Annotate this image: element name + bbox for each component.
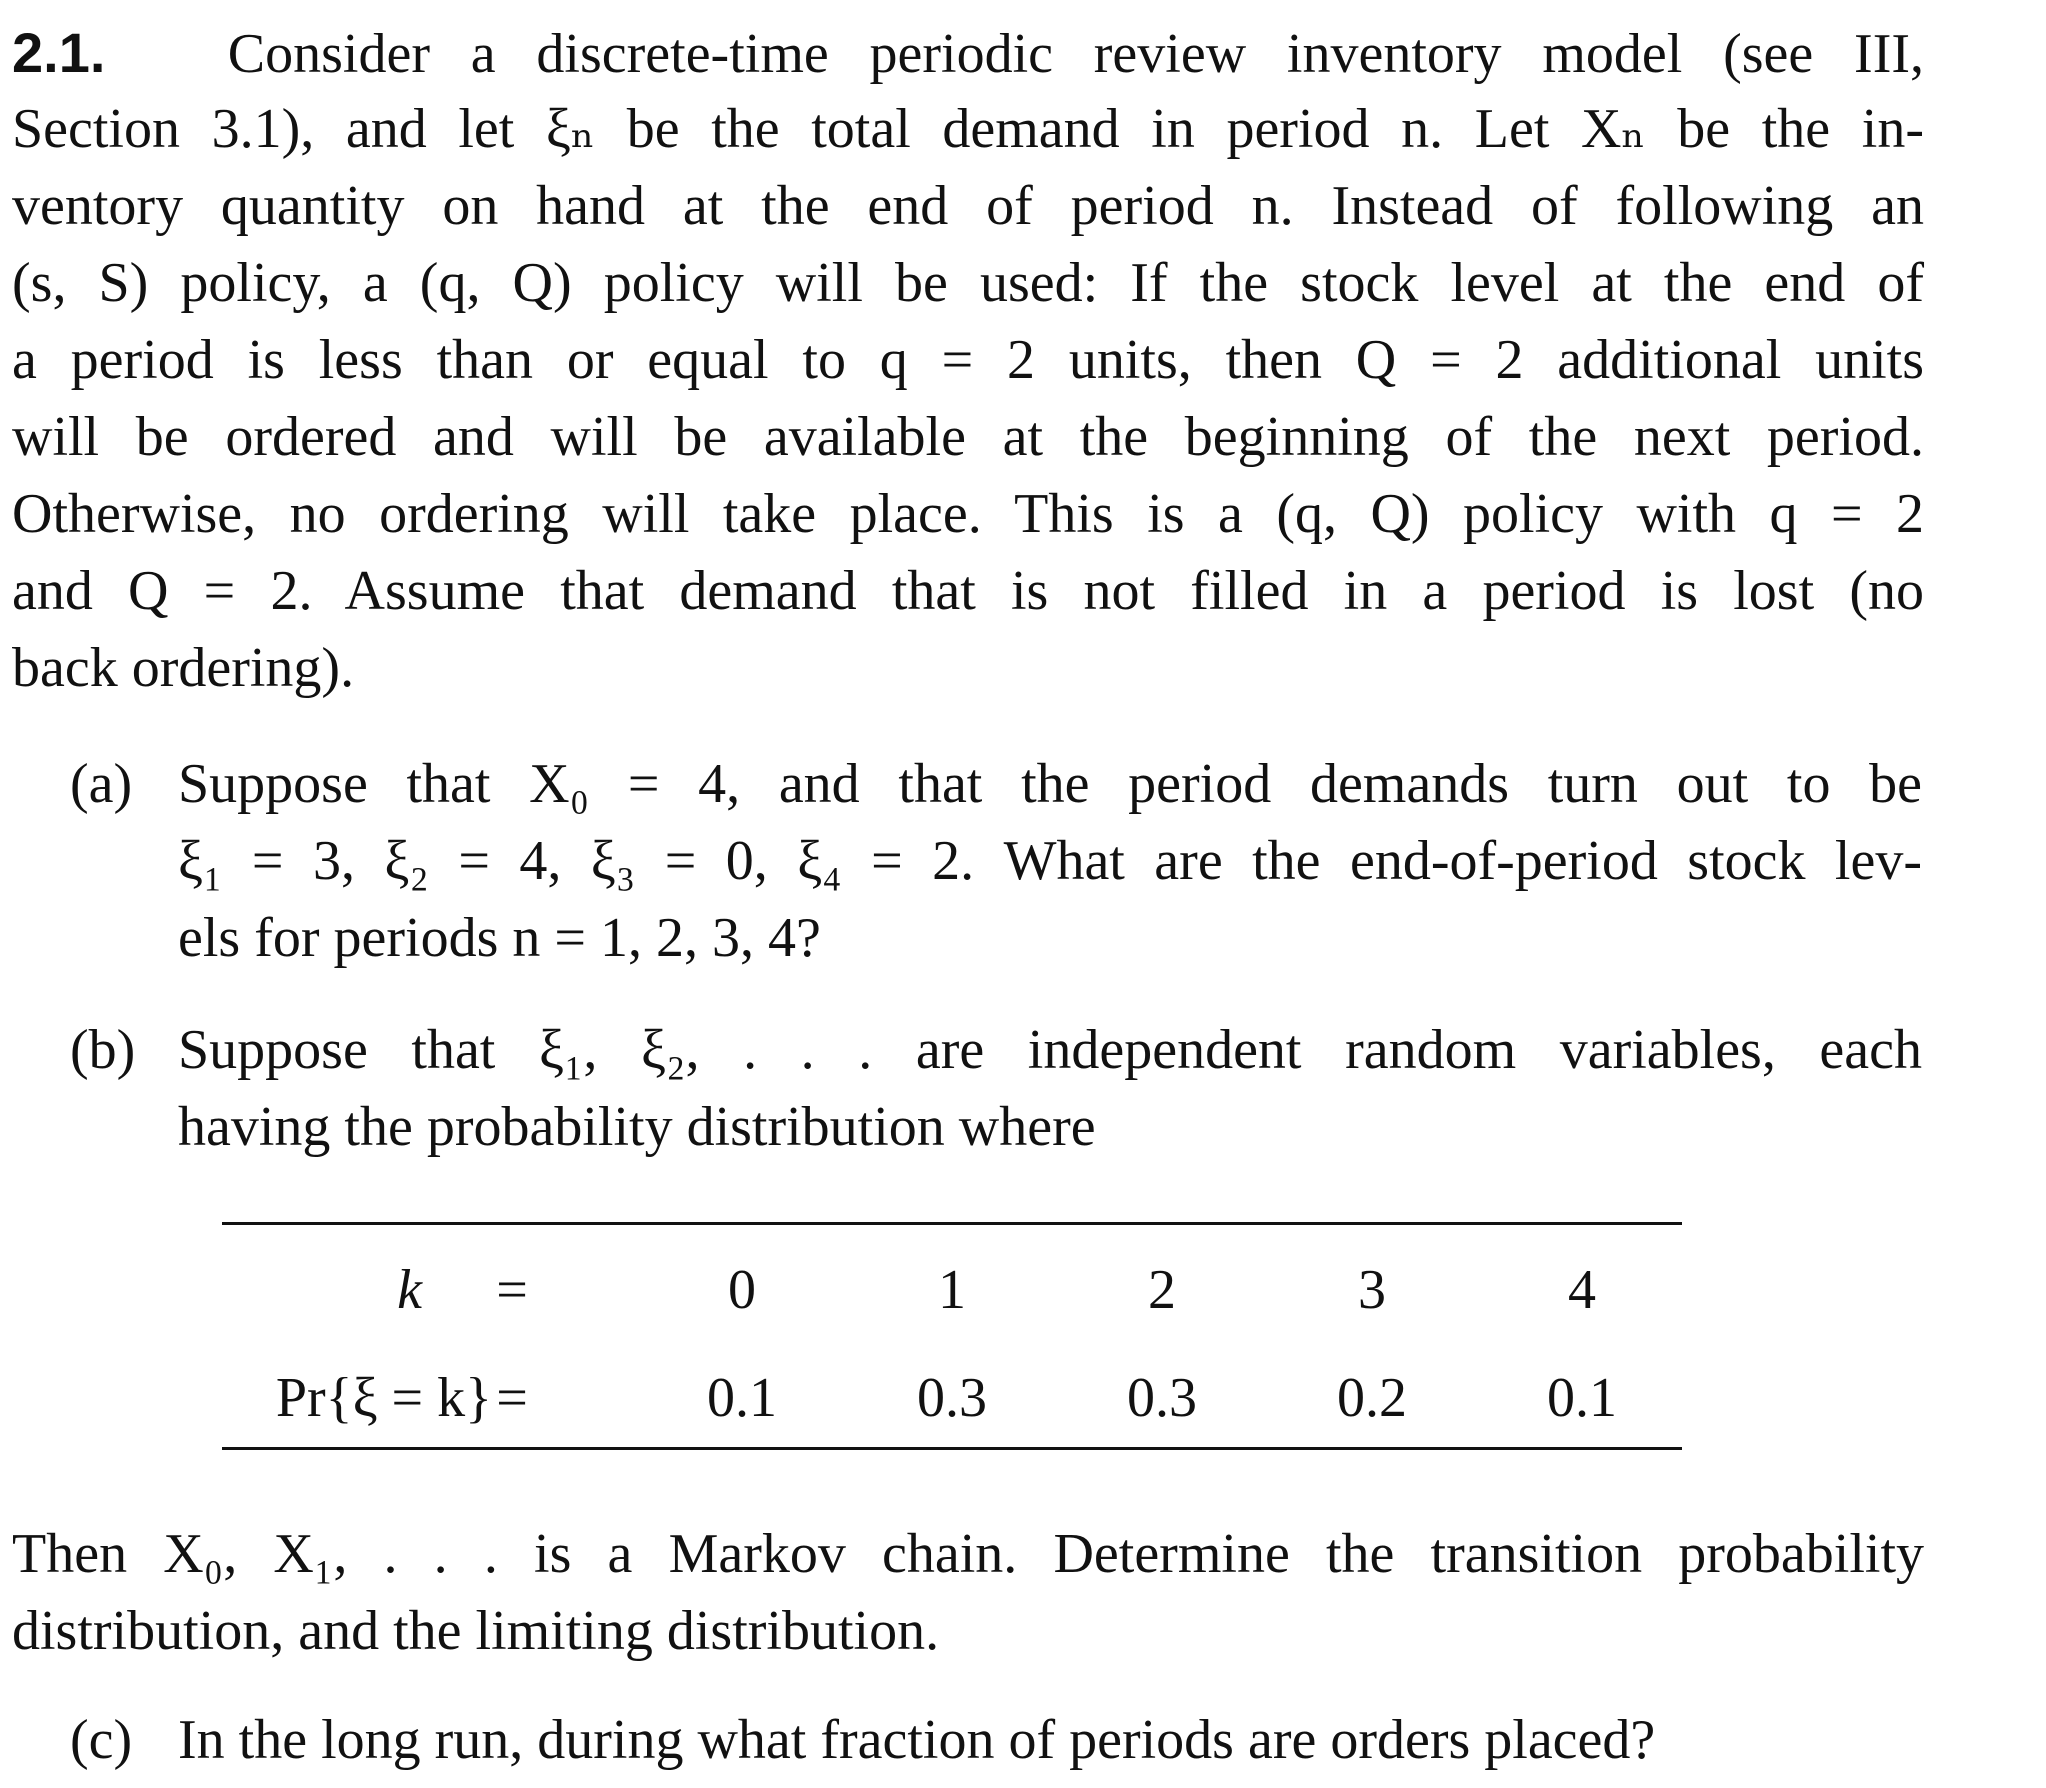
part-a-line: Suppose that X₀ = 4, and that the period demands turn out to be bbox=[178, 753, 1922, 815]
k-value: 3 bbox=[1358, 1259, 1386, 1321]
prob-value: 0.3 bbox=[917, 1367, 987, 1429]
intro-line: will be ordered and will be available at the beginning of the next period. bbox=[12, 406, 1924, 468]
problem-number: 2.1. bbox=[12, 21, 106, 84]
markov-line: distribution, and the limiting distribution. bbox=[12, 1600, 940, 1662]
intro-line: a period is less than or equal to q = 2 units, then Q = 2 additional units bbox=[12, 329, 1924, 391]
k-value: 2 bbox=[1148, 1259, 1176, 1321]
part-c bbox=[70, 1702, 1924, 1779]
k-value: 1 bbox=[938, 1259, 966, 1321]
k-value: 4 bbox=[1568, 1259, 1596, 1321]
distribution-table bbox=[222, 1222, 1682, 1450]
intro-line: back ordering). bbox=[12, 637, 355, 699]
intro-line: ventory quantity on hand at the end of period n. Instead of following an bbox=[12, 175, 1924, 237]
part-a-line: els for periods n = 1, 2, 3, 4? bbox=[178, 907, 821, 969]
part-c-line: In the long run, during what fraction of periods are orders placed? bbox=[178, 1709, 1656, 1771]
table-row-k bbox=[222, 1258, 1682, 1338]
prob-label: Pr{ξ = k} bbox=[275, 1367, 492, 1429]
prob-value: 0.1 bbox=[1547, 1367, 1617, 1429]
k-label: k bbox=[397, 1259, 422, 1321]
intro-paragraph bbox=[12, 14, 1924, 707]
table-bottom-rule bbox=[222, 1447, 1682, 1450]
intro-line: Section 3.1), and let ξₙ be the total demand in period n. Let Xₙ be the in- bbox=[12, 98, 1924, 160]
part-b-line: Suppose that ξ₁, ξ₂, . . . are independent random variables, each bbox=[178, 1019, 1922, 1081]
table-top-rule bbox=[222, 1222, 1682, 1225]
intro-line: Otherwise, no ordering will take place. This is a (q, Q) policy with q = 2 bbox=[12, 483, 1924, 545]
prob-value: 0.2 bbox=[1337, 1367, 1407, 1429]
part-a bbox=[70, 746, 1924, 977]
table-row-prob bbox=[222, 1366, 1682, 1446]
intro-line: (s, S) policy, a (q, Q) policy will be used: If the stock level at the end of bbox=[12, 252, 1924, 314]
prob-value: 0.1 bbox=[707, 1367, 777, 1429]
intro-line: 2.1. Consider a discrete-time periodic review inventory model (see III, bbox=[12, 21, 1924, 85]
k-value: 0 bbox=[728, 1259, 756, 1321]
part-c-label: (c) bbox=[70, 1709, 133, 1771]
markov-line: Then X₀, X₁, . . . is a Markov chain. Determine the transition probability bbox=[12, 1523, 1924, 1585]
k-equals: = bbox=[496, 1259, 528, 1321]
prob-value: 0.3 bbox=[1127, 1367, 1197, 1429]
part-b-line: having the probability distribution where bbox=[178, 1096, 1096, 1158]
markov-paragraph bbox=[12, 1516, 1924, 1670]
part-b-label: (b) bbox=[70, 1019, 136, 1081]
part-b bbox=[70, 1012, 1924, 1166]
part-a-label: (a) bbox=[70, 753, 133, 815]
part-a-line: ξ₁ = 3, ξ₂ = 4, ξ₃ = 0, ξ₄ = 2. What are the end-of-period stock lev- bbox=[178, 830, 1922, 892]
prob-equals: = bbox=[496, 1367, 528, 1429]
intro-line: and Q = 2. Assume that demand that is not filled in a period is lost (no bbox=[12, 560, 1924, 622]
